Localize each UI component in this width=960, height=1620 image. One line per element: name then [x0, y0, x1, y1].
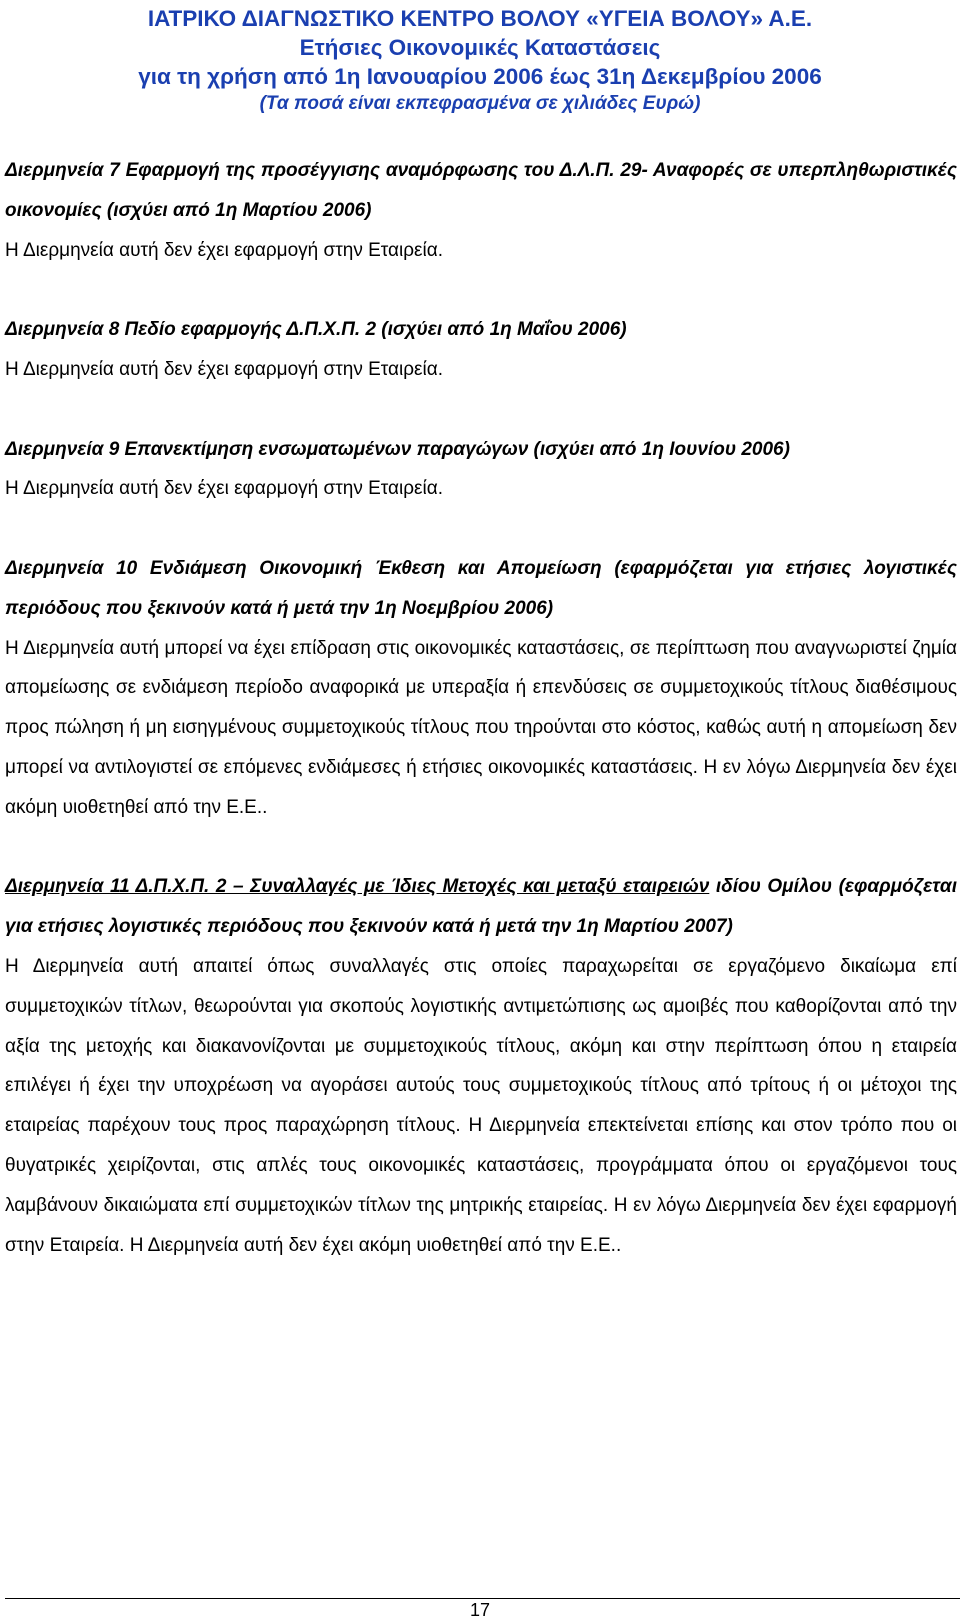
section-heading: Διερμηνεία 7 Εφαρμογή της προσέγγισης αναμόρφωσης του Δ.Λ.Π. 29- Αναφορές σε υπερπληθωριστικές οικονομίες (ισχύει από 1η Μαρτίου 2006) — [5, 160, 957, 221]
currency-note: (Τα ποσά είναι εκπεφρασμένα σε χιλιάδες Ευρώ) — [259, 93, 701, 114]
section-interpretation-8 — [5, 310, 957, 390]
reporting-period: για τη χρήση από 1η Ιανουαρίου 2006 έως 31η Δεκεμβρίου 2006 — [138, 64, 822, 89]
section-heading: Διερμηνεία 8 Πεδίο εφαρμογής Δ.Π.Χ.Π. 2 (ισχύει από 1η Μαΐου 2006) — [5, 319, 627, 341]
page-number: 17 — [469, 1600, 491, 1620]
section-text: Η Διερμηνεία αυτή απαιτεί όπως συναλλαγές στις οποίες παραχωρείται σε εργαζόμενο δικαίωμα επί συμμετοχικών τίτλων, θεωρούνται για σκοπούς λογιστικής αντιμετώπισης ως αμοιβές που καθορίζονται από την αξία της μετοχής και διακανονίζονται με συμμετοχικούς τίτλους, ακόμη και στην περίπτωση όπου η εταιρεία επιλέγει ή έχει την υποχρέωση να αγοράσει αυτούς τους συμμετοχικούς τίτλους από τρίτους ή οι μέτοχοι της εταιρείας παρέχουν τους προς παραχώρηση τίτλους. Η Διερμηνεία επεκτείνεται επίσης και στον τρόπο που οι θυγατρικές χειρίζονται, στις απλές τους οικονομικές καταστάσεις, προγράμματα όπου οι εργαζόμενοι τους λαμβάνουν δικαιώματα επί συμμετοχικών τίτλων της μητρικής εταιρείας. Η εν λόγω Διερμηνεία δεν έχει εφαρμογή στην Εταιρεία. Η Διερμηνεία αυτή δεν έχει ακόμη υιοθετηθεί από την Ε.Ε.. — [5, 955, 957, 1256]
section-interpretation-9 — [5, 430, 957, 510]
section-text: Η Διερμηνεία αυτή μπορεί να έχει επίδραση στις οικονομικές καταστάσεις, σε περίπτωση που αναγνωριστεί ζημία απομείωσης σε ενδιάμεση περίοδο αναφορικά με υπεραξία ή επενδύσεις σε συμμετοχικούς τίτλους διαθέσιμους προς πώληση ή μη εισηγμένους συμμετοχικούς τίτλους που τηρούνται στο κόστος, καθώς αυτή η απομείωση δεν μπορεί να αντιλογιστεί σε επόμενες ενδιάμεσες ή ετήσιες οικονομικές καταστάσεις. Η εν λόγω Διερμηνεία δεν έχει ακόμη υιοθετηθεί από την Ε.Ε.. — [5, 637, 957, 818]
section-text: Η Διερμηνεία αυτή δεν έχει εφαρμογή στην Εταιρεία. — [5, 478, 443, 500]
section-heading-underlined: Διερμηνεία 11 Δ.Π.Χ.Π. 2 – Συναλλαγές με Ίδιες Μετοχές και μεταξύ εταιρειών — [5, 876, 710, 898]
section-interpretation-10 — [5, 549, 957, 828]
document-header — [0, 4, 960, 117]
document-body — [5, 151, 957, 1265]
footer-divider — [5, 1598, 960, 1599]
section-text: Η Διερμηνεία αυτή δεν έχει εφαρμογή στην Εταιρεία. — [5, 358, 443, 380]
report-title: Ετήσιες Οικονομικές Καταστάσεις — [299, 35, 661, 60]
section-heading: Διερμηνεία 10 Ενδιάμεση Οικονομική Έκθεση και Απομείωση (εφαρμόζεται για ετήσιες λογιστικές περιόδους που ξεκινούν κατά ή μετά την 1η Νοεμβρίου 2006) — [5, 557, 957, 619]
section-heading-rest: ιδίου Ομίλου (εφαρμόζεται για ετήσιες λογιστικές περιόδους που ξεκινούν κατά ή μετά την 1η Μαρτίου 2007) — [5, 876, 957, 938]
company-name: ΙΑΤΡΙΚΟ ΔΙΑΓΝΩΣΤΙΚΟ ΚΕΝΤΡΟ ΒΟΛΟΥ «ΥΓΕΙΑ ΒΟΛΟΥ» Α.Ε. — [147, 6, 813, 31]
section-heading — [5, 876, 957, 937]
section-interpretation-7 — [5, 151, 957, 270]
section-heading: Διερμηνεία 9 Επανεκτίμηση ενσωματωμένων παραγώγων (ισχύει από 1η Ιουνίου 2006) — [5, 438, 790, 460]
section-interpretation-11 — [5, 867, 957, 1265]
section-text: Η Διερμηνεία αυτή δεν έχει εφαρμογή στην Εταιρεία. — [5, 239, 443, 261]
